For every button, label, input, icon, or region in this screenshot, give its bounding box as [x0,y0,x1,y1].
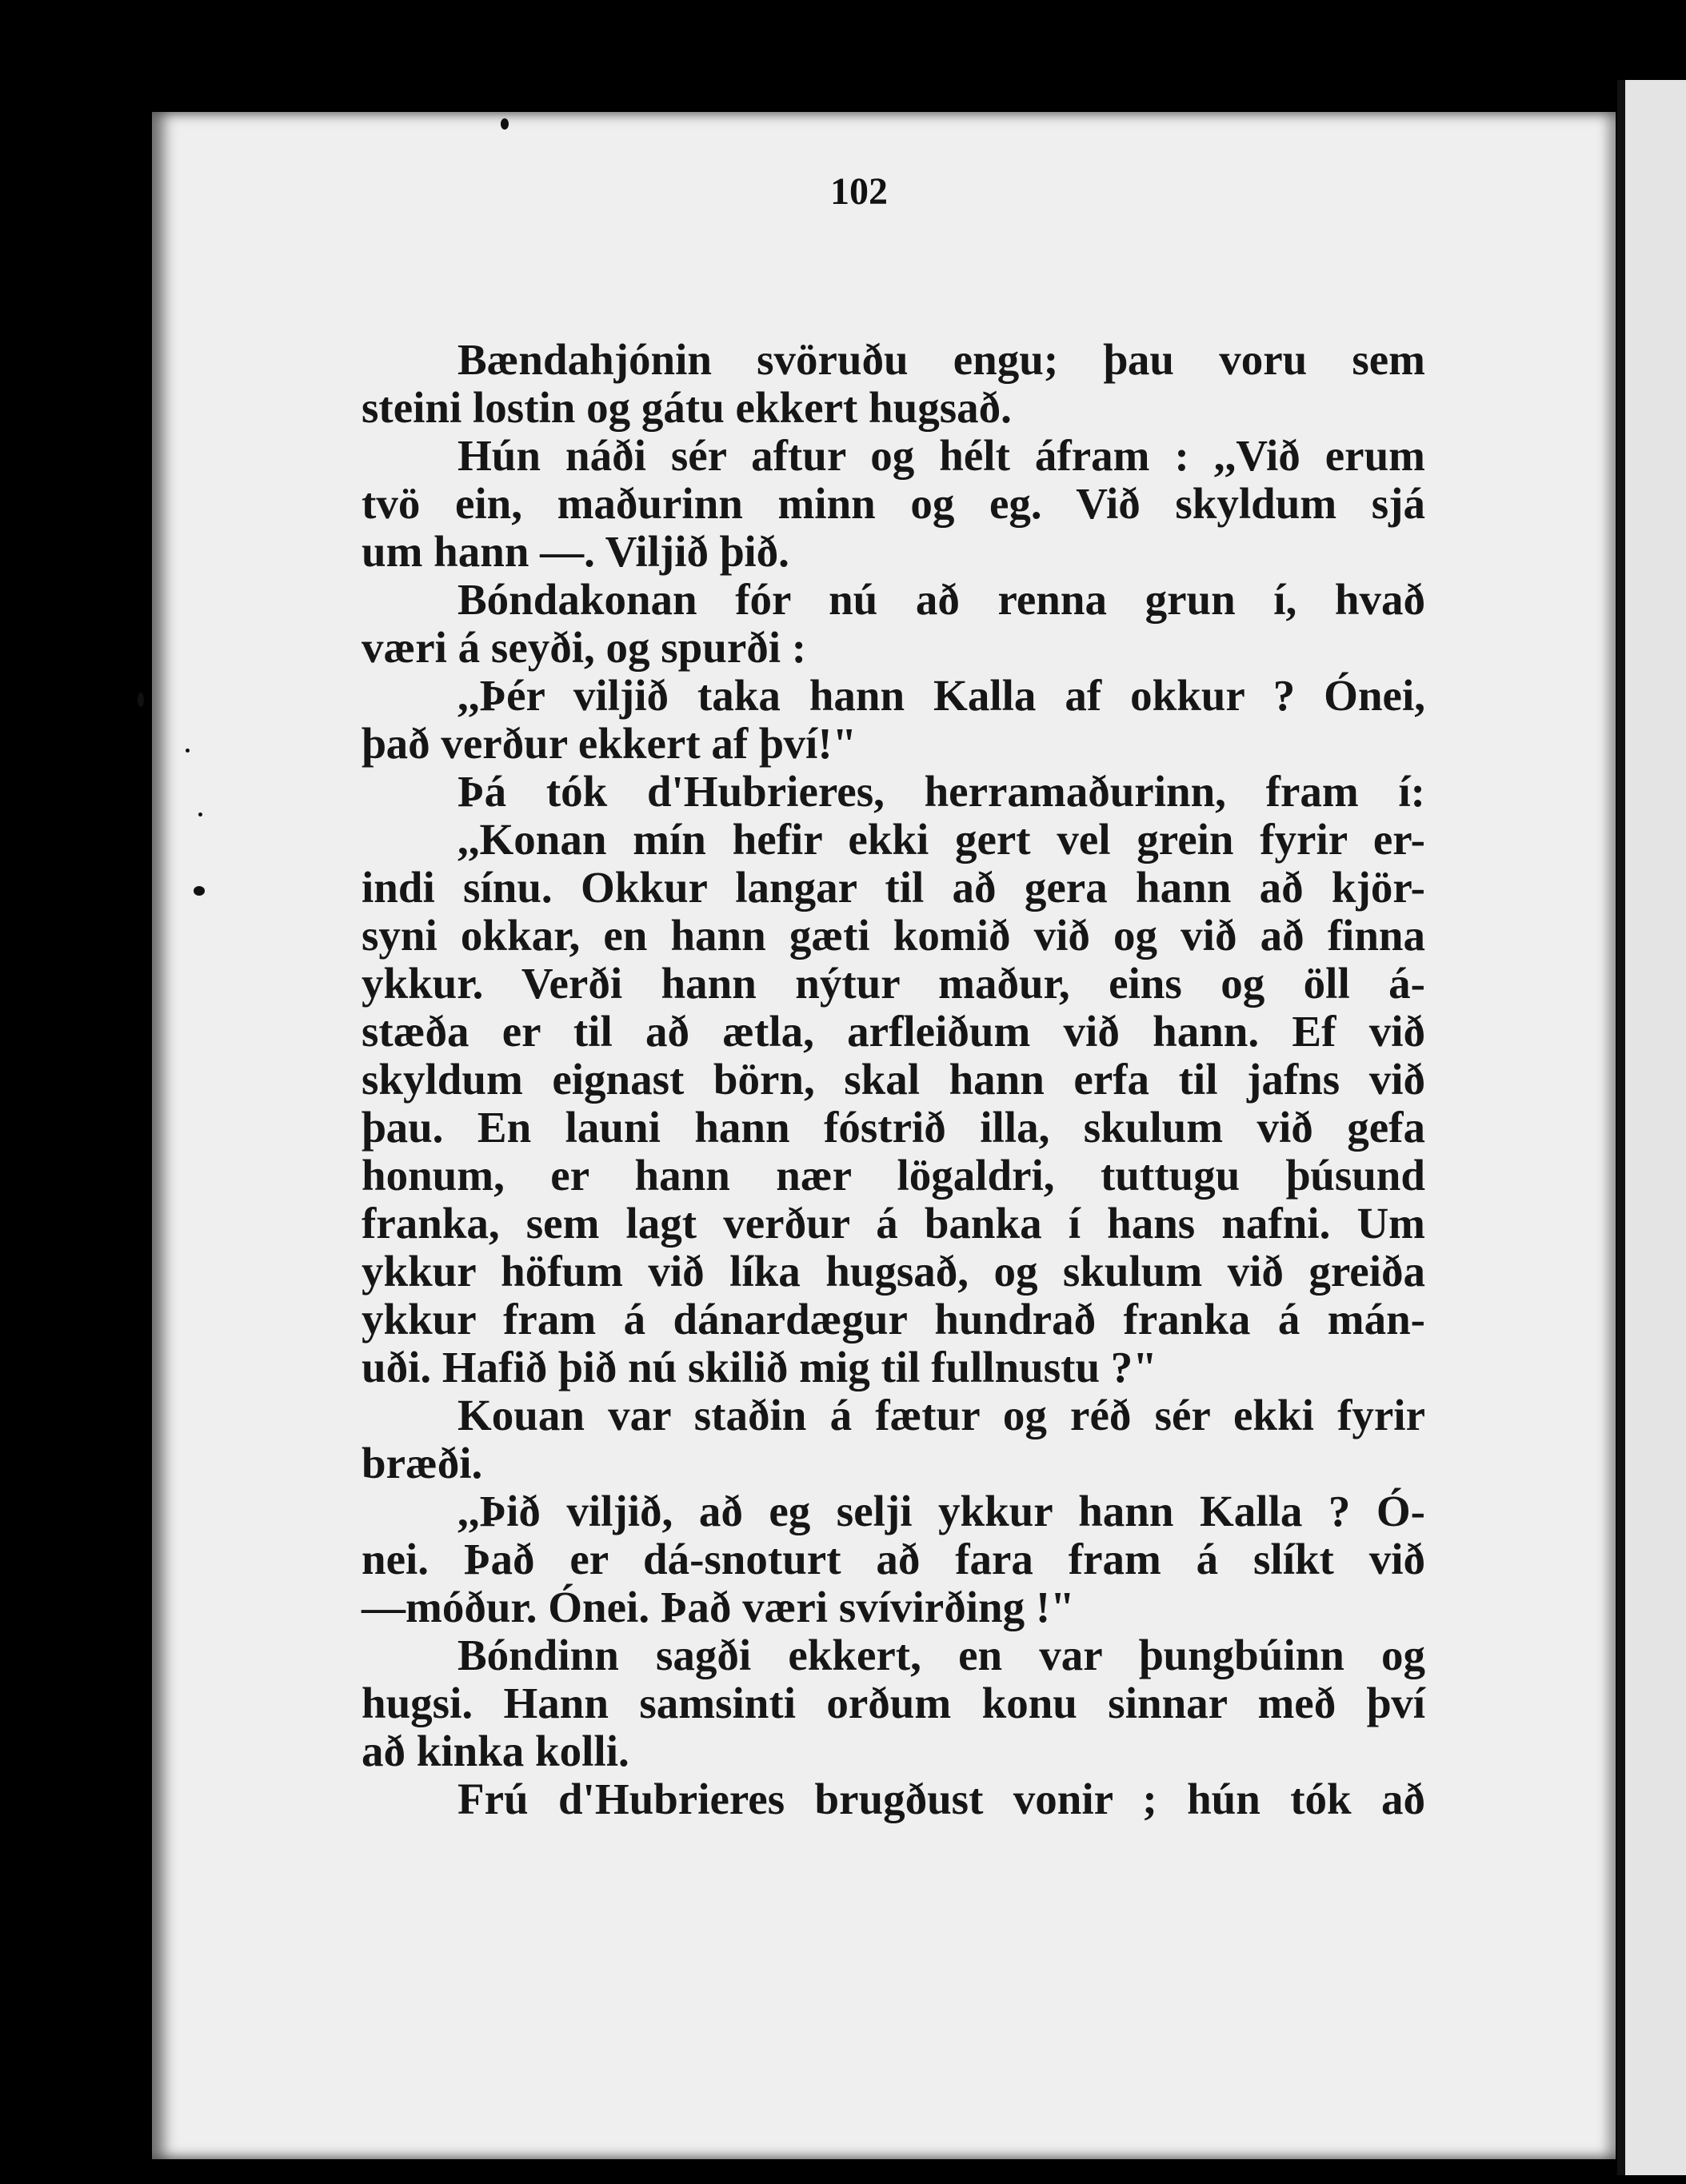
text-line: steini lostin og gátu ekkert hugsað. [362,383,1012,432]
text-line: Bóndakonan fór nú að renna grun í, hvað [457,575,1425,624]
scan-speck [186,749,190,753]
text-line: ,,Þið viljið, að eg selji ykkur hann Kalla ? Ó- [457,1487,1425,1535]
text-line: ykkur. Verði hann nýtur maður, eins og öll á- [362,959,1425,1008]
text-line: ykkur fram á dánardægur hundrað franka á mán- [362,1295,1425,1344]
text-line: ykkur höfum við líka hugsað, og skulum við greiða [362,1247,1425,1296]
text-line: ,,Konan mín hefir ekki gert vel grein fyrir er- [457,815,1425,864]
text-line: bræði. [362,1439,483,1487]
scan-speck [198,813,202,817]
text-line: tvö ein, maðurinn minn og eg. Við skyldum sjá [362,479,1425,528]
text-line: Kouan var staðin á fætur og réð sér ekki fyrir [457,1391,1425,1439]
text-line: franka, sem lagt verður á banka í hans nafni. Um [362,1199,1425,1248]
text-line: stæða er til að ætla, arfleiðum við hann. Ef við [362,1007,1425,1056]
text-line: það verður ekkert af því!" [362,719,857,768]
text-line: —móður. Ónei. Það væri svívirðing !" [362,1583,1075,1631]
text-line: Þá tók d'Hubrieres, herramaðurinn, fram í: [457,767,1425,816]
text-line: væri á seyði, og spurði : [362,623,807,672]
text-line: Bændahjónin svöruðu engu; þau voru sem [457,335,1425,384]
text-line: honum, er hann nær lögaldri, tuttugu þúsund [362,1151,1425,1200]
text-line: uði. Hafið þið nú skilið mig til fullnustu ?" [362,1343,1157,1391]
text-line: ,,Þér viljið taka hann Kalla af okkur ? Ónei, [457,671,1425,720]
facing-page-edge [1617,80,1686,2175]
text-line: indi sínu. Okkur langar til að gera hann að kjör- [362,863,1425,912]
page-number: 102 [830,170,888,213]
text-line: Frú d'Hubrieres brugðust vonir ; hún tók að [457,1775,1425,1823]
text-line: að kinka kolli. [362,1727,629,1775]
body-text [362,336,1425,1823]
text-line: Bóndinn sagði ekkert, en var þungbúinn og [457,1631,1425,1679]
text-line: nei. Það er dá-snoturt að fara fram á slíkt við [362,1535,1425,1583]
text-line: um hann —. Viljið þið. [362,527,789,576]
scan-speck [138,693,144,707]
text-line: Hún náði sér aftur og hélt áfram : ,,Við erum [457,431,1425,480]
text-line: þau. En launi hann fóstrið illa, skulum við gefa [362,1103,1425,1152]
text-line: skyldum eignast börn, skal hann erfa til jafns við [362,1055,1425,1104]
text-line: hugsi. Hann samsinti orðum konu sinnar með því [362,1679,1425,1727]
text-line: syni okkar, en hann gæti komið við og við að finna [362,911,1425,960]
scan-speck [194,886,205,896]
scan-speck [501,118,509,130]
